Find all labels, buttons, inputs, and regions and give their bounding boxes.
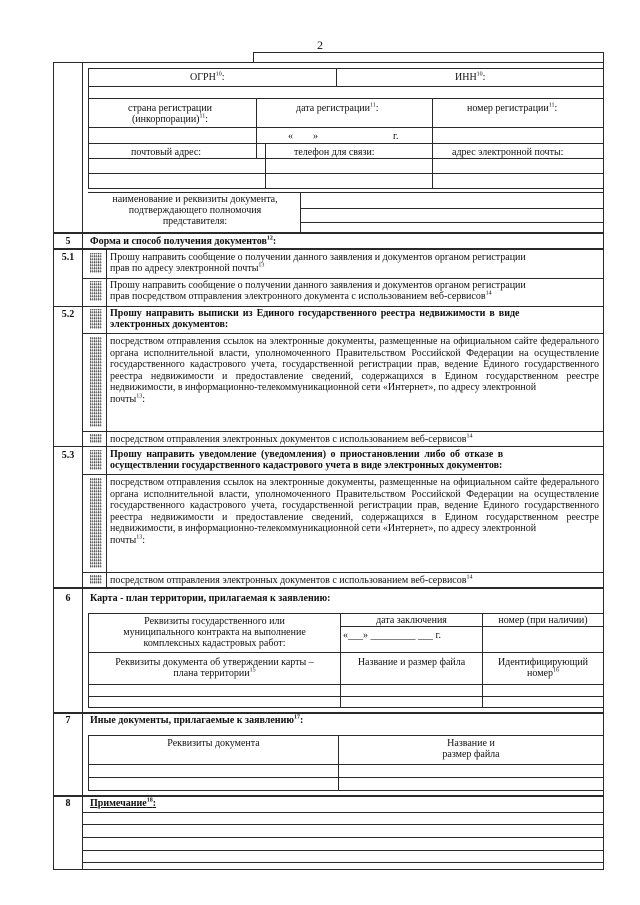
s4-divider-ogrn: [336, 68, 337, 86]
s51-number: 5.1: [61, 252, 75, 263]
s6-bottom: [53, 712, 603, 714]
s8-line-5: [82, 862, 603, 863]
s6-col-1: [340, 613, 341, 707]
s53-ws-text: посредством отправления электронных документов с использованием веб-сервисов$^{14}$: [110, 574, 473, 586]
s53-links-bottom: [82, 572, 603, 573]
s4-line-e: [88, 143, 603, 144]
s52-title: Прошу направить выписки из Единого государственного реестра недвижимости в виде электронных документов:: [110, 308, 520, 330]
reg-date-close: »: [313, 131, 318, 142]
s7-title: Иные документы, прилагаемые к заявлению$^{17}$:: [90, 714, 304, 726]
s6-contract-label: Реквизиты государственного или муниципального контракта на выполнение комплексных кадастровых работ:: [123, 616, 306, 649]
s5-top: [53, 232, 603, 234]
s7-table-top: [88, 735, 603, 736]
reg-date-year: г.: [393, 131, 399, 142]
s52-bottom: [53, 446, 603, 447]
top-border-main: [53, 62, 603, 63]
s7-doc-label: Реквизиты документа: [167, 738, 260, 749]
reg-number-label: номер регистрации$^{11}$:: [467, 102, 558, 114]
s8-title: Примечание$^{18}$:: [90, 797, 157, 809]
s6-date-fill: «___» _________ ___ г.: [343, 630, 441, 641]
ogrn-label: ОГРН$^{10}$:: [190, 71, 225, 83]
s4-line-b: [88, 86, 603, 87]
s51-opt1-checkbox[interactable]: [90, 253, 102, 273]
s6-approval-label: Реквизиты документа об утверждении карты – плана территории$^{15}$: [115, 657, 314, 679]
s51-opt2-checkbox[interactable]: [90, 281, 102, 301]
page-number: 2: [317, 38, 323, 52]
s7-number: 7: [65, 715, 71, 726]
s52-number: 5.2: [61, 309, 75, 320]
s53-main-checkbox[interactable]: [90, 450, 102, 470]
s4-col-3: [265, 143, 266, 188]
s4-line-h: [88, 188, 603, 189]
s4-line-g: [88, 173, 603, 174]
s5-title-bottom: [53, 248, 603, 250]
s8-line-2: [82, 824, 603, 825]
s7-table-left: [88, 735, 89, 790]
s6-row-2-top: [88, 652, 603, 653]
s6-col-2: [482, 613, 483, 707]
s53-links-checkbox[interactable]: [90, 478, 102, 568]
s6-row-4-top: [88, 696, 603, 697]
s52-ws-checkbox[interactable]: [90, 434, 102, 443]
reg-date-open: «: [288, 131, 293, 142]
s52-ws-text: посредством отправления электронных документов с использованием веб-сервисов$^{14}$: [110, 433, 473, 445]
s52-main-checkbox[interactable]: [90, 309, 102, 329]
s4-line-k: [300, 222, 603, 223]
s52-links-text: посредством отправления ссылок на электронные документы, размещенные на официальном сайте федерального органа исполнительной власти, уполномоченного Правительством Российской Федерации на осуществление государственного кадастрового учета, государственной регистрации прав, ведение Единого государственного реестра недвижимости и предоставление сведений, содержащихся в Едином государственном реестре недвижимости, в информационно-телекоммуникационной сети «Интернет», по адресу электронной почты$^{13}$:: [110, 336, 599, 405]
s8-line-3: [82, 837, 603, 838]
s52-title-divider: [82, 333, 603, 334]
s6-number-label: номер (при наличии): [498, 615, 588, 626]
s4-line-j: [300, 208, 603, 209]
s6-table-top: [88, 613, 603, 614]
s6-date-concl-label: дата заключения: [376, 615, 447, 626]
s52-chk-col: [106, 306, 107, 446]
s7-file-label: Название и размер файла: [442, 738, 500, 760]
s6-filename-label: Название и размер файла: [357, 657, 466, 668]
s5-number: 5: [65, 236, 71, 247]
top-notch-left: [253, 52, 254, 62]
top-border-right: [253, 52, 603, 53]
s52-links-checkbox[interactable]: [90, 337, 102, 427]
s53-chk-col: [106, 446, 107, 587]
inn-label: ИНН$^{10}$:: [455, 71, 486, 83]
s7-table-bottom: [88, 790, 603, 791]
s52-links-bottom: [82, 431, 603, 432]
s6-number: 6: [65, 593, 71, 604]
s53-ws-checkbox[interactable]: [90, 575, 102, 584]
reg-date-label: дата регистрации$^{11}$:: [296, 102, 379, 114]
s51-bottom: [53, 306, 603, 307]
s8-line-1: [82, 812, 603, 813]
country-label: страна регистрации (инкорпорации)$^{11}$:: [128, 103, 212, 125]
s4-col-2: [432, 98, 433, 188]
email-label: адрес электронной почты:: [452, 147, 564, 158]
s5-title: Форма и способ получения документов$^{12}$:: [90, 235, 277, 247]
s4-col-4: [300, 192, 301, 232]
s7-row-line-2: [88, 777, 603, 778]
s6-table-bottom: [88, 707, 603, 708]
s51-divider: [82, 278, 603, 279]
s7-row-line-1: [88, 764, 603, 765]
s4-line-i: [88, 192, 603, 193]
s6-table-left: [88, 613, 89, 707]
s6-title: Карта - план территории, прилагаемая к заявлению:: [90, 593, 331, 604]
s53-bottom: [53, 587, 603, 589]
s53-links-text: посредством отправления ссылок на электронные документы, размещенные на официальном сайте федерального органа исполнительной власти, уполномоченного Правительством Российской Федерации на осуществление государственного кадастрового учета, государственной регистрации прав, ведение Единого государственного реестра недвижимости и предоставление сведений, содержащихся в Едином государственном реестре недвижимости, в информационно-телекоммуникационной сети «Интернет», по адресу электронной почты$^{13}$:: [110, 477, 599, 546]
rep-document-label: наименование и реквизиты документа, подтверждающего полномочия представителя:: [112, 194, 278, 227]
s53-title-divider: [82, 474, 603, 475]
s4-line-d: [88, 127, 603, 128]
phone-label: телефон для связи:: [294, 147, 375, 158]
s6-row-3-top: [88, 684, 603, 685]
s4-inner-left: [88, 68, 89, 188]
s53-number: 5.3: [61, 450, 75, 461]
s4-line-a: [88, 68, 603, 69]
s4-col-1: [256, 98, 257, 158]
number-column-divider: [82, 62, 83, 869]
s4-line-f: [88, 158, 603, 159]
postal-label: почтовый адрес:: [131, 147, 202, 158]
s7-col-1: [338, 735, 339, 790]
s4-line-c: [88, 98, 603, 99]
s51-opt1-text: Прошу направить сообщение о получении данного заявления и документов органом регистрации прав по адресу электронной почты$^{13}$: [110, 252, 526, 274]
s6-header-line: [340, 626, 603, 627]
s8-number: 8: [65, 798, 71, 809]
s7-bottom: [53, 795, 603, 797]
s8-line-4: [82, 850, 603, 851]
frame-left: [53, 62, 54, 869]
frame-right: [603, 52, 604, 869]
s51-opt2-text: Прошу направить сообщение о получении данного заявления и документов органом регистрации прав посредством отправления электронного документа с использованием веб-сервисов$^{14}$: [110, 280, 526, 302]
s53-title: Прошу направить уведомление (уведомления) о приостановлении либо об отказе в осуществлении государственного кадастрового учета в виде электронных документов:: [110, 449, 504, 471]
frame-bottom: [53, 869, 604, 870]
s6-identifier-label: Идентифицирующий номер$^{16}$: [497, 657, 589, 679]
